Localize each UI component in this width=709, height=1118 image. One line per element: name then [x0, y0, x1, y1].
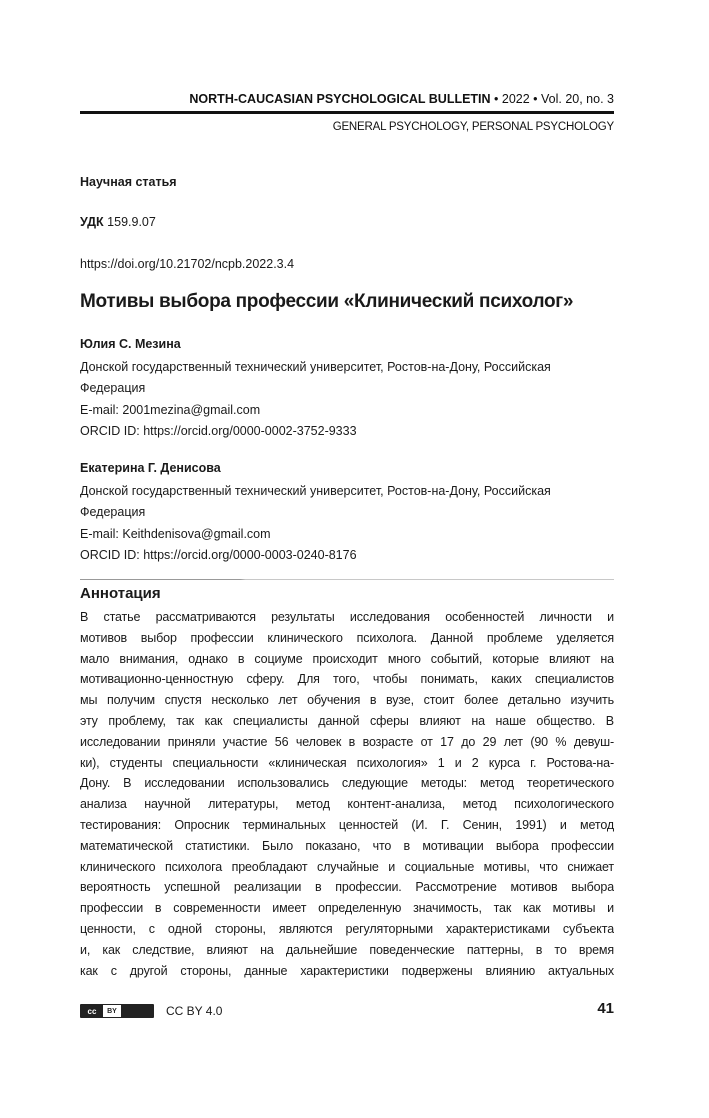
abstract-line: исследовании приняли участие 56 человек в возрасте от 17 до 29 лет (90 % девуш-	[80, 734, 614, 749]
abstract-line: мы получим спустя несколько лет обучения в вузе, стоит более детально изучить	[80, 693, 614, 708]
article-type: Научная статья	[80, 175, 177, 189]
abstract-line: ценности, с одной стороны, являются регуляторными характеристиками субъекта	[80, 921, 614, 936]
abstract-line: мотивов выбор профессии клинического психолога. Данной проблеме уделяется	[80, 630, 614, 645]
page-number: 41	[597, 1000, 614, 1017]
author-block	[80, 334, 614, 442]
journal-header	[80, 92, 614, 106]
by-icon: BY	[107, 1007, 117, 1015]
abstract-line: профессии в современности имеет определенную значимость, так как мотивы и	[80, 901, 614, 916]
author-block	[80, 458, 614, 566]
abstract-line: тестирования: Опросник терминальных ценностей (И. Г. Сенин, 1991) и метод	[80, 817, 614, 832]
abstract-line: В статье рассматриваются результаты исследования особенностей личности и	[80, 610, 614, 624]
author-affiliation-country: Федерация	[80, 505, 146, 520]
abstract-line: мотивационно-ценностную сферу. Для того, чтобы понимать, каких специалистов	[80, 672, 614, 687]
abstract-line: мало внимания, однако в социуме происходит много событий, которые влияют на	[80, 651, 614, 666]
author-name: Екатерина Г. Денисова	[80, 461, 221, 475]
udk-label: УДК	[80, 215, 104, 229]
author-email[interactable]: E-mail: 2001mezina@gmail.com	[80, 402, 261, 417]
cc-by-license-icon[interactable]	[80, 1004, 154, 1018]
section-name: GENERAL PSYCHOLOGY, PERSONAL PSYCHOLOGY	[332, 121, 614, 133]
cc-icon: cc	[81, 1005, 103, 1017]
abstract-body	[80, 607, 614, 981]
abstract-heading: Аннотация	[80, 585, 161, 602]
abstract-line: эту проблему, так как специалисты данной сферы влияют на наше общество. В	[80, 713, 614, 728]
badge-fill	[121, 1005, 153, 1017]
abstract-line: ки), студенты специальности «клиническая психология» 1 и 2 курса г. Ростова-на-	[80, 755, 614, 770]
author-orcid[interactable]: ORCID ID: https://orcid.org/0000-0003-0240-8176	[80, 547, 357, 562]
abstract-line: анализа научной литературы, метод контент-анализа, метод психологического	[80, 797, 614, 812]
author-affiliation-country: Федерация	[80, 381, 146, 396]
doi-link[interactable]: https://doi.org/10.21702/ncpb.2022.3.4	[80, 257, 295, 271]
udk-value: 159.9.07	[103, 215, 156, 229]
header-rule	[80, 111, 614, 114]
author-orcid[interactable]: ORCID ID: https://orcid.org/0000-0002-3752-9333	[80, 423, 357, 438]
article-title: Мотивы выбора профессии «Клинический психолог»	[80, 291, 574, 312]
abstract-line: математической статистики. Было показано, что в мотивации выбора профессии	[80, 838, 614, 853]
abstract-line: и, как следствие, влияют на дальнейшие поведенческие паттерны, в то время	[80, 942, 614, 957]
author-name: Юлия С. Мезина	[80, 337, 181, 351]
author-affiliation: Донской государственный технический университет, Ростов-на-Дону, Российская	[80, 484, 551, 498]
license-text: CC BY 4.0	[166, 1004, 223, 1018]
journal-name: NORTH-CAUCASIAN PSYCHOLOGICAL BULLETIN	[189, 92, 491, 106]
abstract-line: клинического психолога преобладают случайные и социальные мотивы, что снижает	[80, 859, 614, 874]
journal-issue: • 2022 • Vol. 20, no. 3	[490, 92, 614, 106]
license-block	[80, 1004, 222, 1018]
author-affiliation: Донской государственный технический университет, Ростов-на-Дону, Российская	[80, 360, 551, 374]
abstract-line: вероятность успешной реализации в профессии. Рассмотрение мотивов выбора	[80, 880, 614, 895]
udk	[80, 215, 156, 229]
author-email[interactable]: E-mail: Keithdenisova@gmail.com	[80, 526, 271, 541]
abstract-line: Дону. В исследовании использовались следующие методы: метод теоретического	[80, 776, 614, 791]
abstract-divider	[80, 579, 614, 580]
abstract-line: как с другой стороны, данные характеристики подвержены влиянию актуальных	[80, 963, 614, 978]
